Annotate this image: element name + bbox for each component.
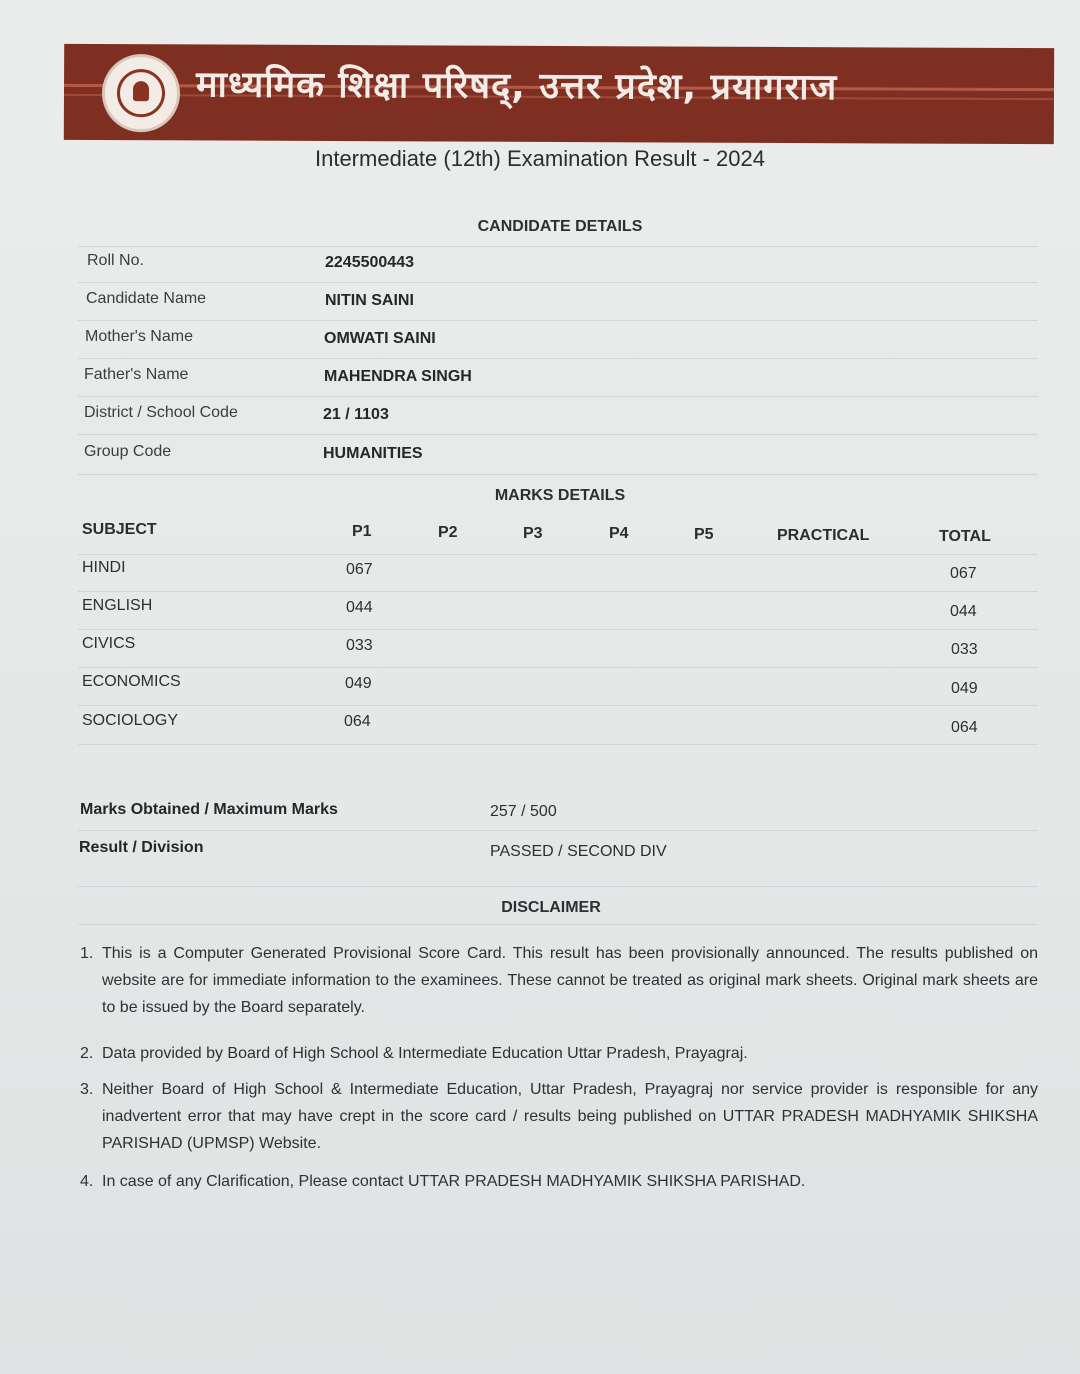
subject-name: CIVICS	[82, 635, 136, 652]
row-divider	[78, 705, 1038, 706]
roll-no-label: Roll No.	[87, 252, 144, 269]
column-header-p5: P5	[694, 526, 714, 543]
exam-title: Intermediate (12th) Examination Result - 2024	[314, 146, 765, 171]
disclaimer-number: 1.	[80, 945, 94, 962]
candidate-name-value: NITIN SAINI	[325, 292, 414, 309]
father-name-value: MAHENDRA SINGH	[324, 368, 472, 385]
column-header-p3: P3	[523, 525, 543, 542]
total-marks: 064	[951, 719, 978, 736]
total-marks: 033	[951, 641, 978, 658]
disclaimer-text: Data provided by Board of High School & Intermediate Education Uttar Pradesh, Prayagraj.	[102, 1045, 748, 1062]
column-header-p1: P1	[352, 523, 372, 540]
row-divider	[78, 320, 1038, 321]
candidate-name-label: Candidate Name	[86, 290, 207, 307]
disclaimer-number: 4.	[80, 1173, 94, 1190]
total-marks: 067	[950, 565, 977, 582]
row-divider	[78, 886, 1038, 887]
row-divider	[78, 396, 1038, 397]
row-divider	[78, 358, 1038, 359]
p1-marks: 067	[346, 561, 373, 578]
disclaimer-heading: DISCLAIMER	[501, 899, 601, 916]
row-divider	[78, 924, 1038, 925]
candidate-details-heading: CANDIDATE DETAILS	[477, 218, 643, 235]
mother-name-value: OMWATI SAINI	[324, 330, 436, 347]
result-division-value: PASSED / SECOND DIV	[490, 843, 667, 860]
row-divider	[78, 474, 1038, 475]
p1-marks: 049	[345, 675, 372, 692]
subject-name: HINDI	[82, 559, 126, 576]
row-divider	[78, 554, 1038, 555]
column-header-p4: P4	[609, 525, 629, 542]
roll-no-value: 2245500443	[325, 254, 414, 271]
column-header-total: TOTAL	[939, 528, 991, 545]
disclaimer-number: 2.	[80, 1045, 94, 1062]
row-divider	[78, 282, 1038, 283]
row-divider	[78, 744, 1038, 745]
mother-name-label: Mother's Name	[85, 328, 193, 345]
subject-name: ENGLISH	[82, 597, 153, 614]
p1-marks: 044	[346, 599, 373, 616]
column-header-subject: SUBJECT	[82, 521, 157, 538]
subject-name: SOCIOLOGY	[82, 712, 179, 729]
group-code-value: HUMANITIES	[323, 445, 423, 462]
board-title: माध्यमिक शिक्षा परिषद्, उत्तर प्रदेश, प्रयागराज	[195, 64, 838, 109]
group-code-label: Group Code	[84, 443, 172, 460]
total-marks: 049	[951, 680, 978, 697]
column-header-p2: P2	[438, 524, 458, 541]
row-divider	[78, 830, 1038, 831]
total-marks: 044	[950, 603, 977, 620]
marks-obtained-value: 257 / 500	[490, 803, 557, 820]
row-divider	[78, 434, 1038, 435]
disclaimer-number: 3.	[80, 1081, 94, 1098]
district-school-code-label: District / School Code	[84, 404, 238, 421]
header-banner	[64, 44, 1054, 144]
disclaimer-text: Neither Board of High School & Intermediate Education, Uttar Pradesh, Prayagraj nor service provider is responsible for any inadvertent error that may have crept in the score card / results being published on UTTAR PRADESH MADHYAMIK SHIKSHA PARISHAD (UPMSP) Website.	[102, 1081, 1038, 1152]
marks-details-heading: MARKS DETAILS	[494, 487, 626, 504]
disclaimer-text: In case of any Clarification, Please contact UTTAR PRADESH MADHYAMIK SHIKSHA PARISHAD.	[102, 1173, 806, 1190]
emblem-core-icon	[133, 81, 149, 101]
row-divider	[78, 629, 1038, 630]
column-header-practical: PRACTICAL	[777, 527, 870, 544]
p1-marks: 064	[344, 713, 371, 730]
row-divider	[78, 246, 1038, 247]
row-divider	[78, 667, 1038, 668]
row-divider	[78, 591, 1038, 592]
district-school-code-value: 21 / 1103	[323, 406, 389, 423]
result-division-label: Result / Division	[79, 839, 204, 856]
father-name-label: Father's Name	[84, 366, 189, 383]
disclaimer-text: This is a Computer Generated Provisional Score Card. This result has been provisionally announced. The results published on website are for immediate information to the examinees. These cannot be treated as original mark sheets. Original mark sheets are to be issued by the Board separately.	[102, 945, 1038, 1016]
subject-name: ECONOMICS	[82, 673, 181, 690]
board-emblem-logo	[102, 54, 180, 132]
marks-obtained-label: Marks Obtained / Maximum Marks	[80, 801, 338, 818]
p1-marks: 033	[346, 637, 373, 654]
